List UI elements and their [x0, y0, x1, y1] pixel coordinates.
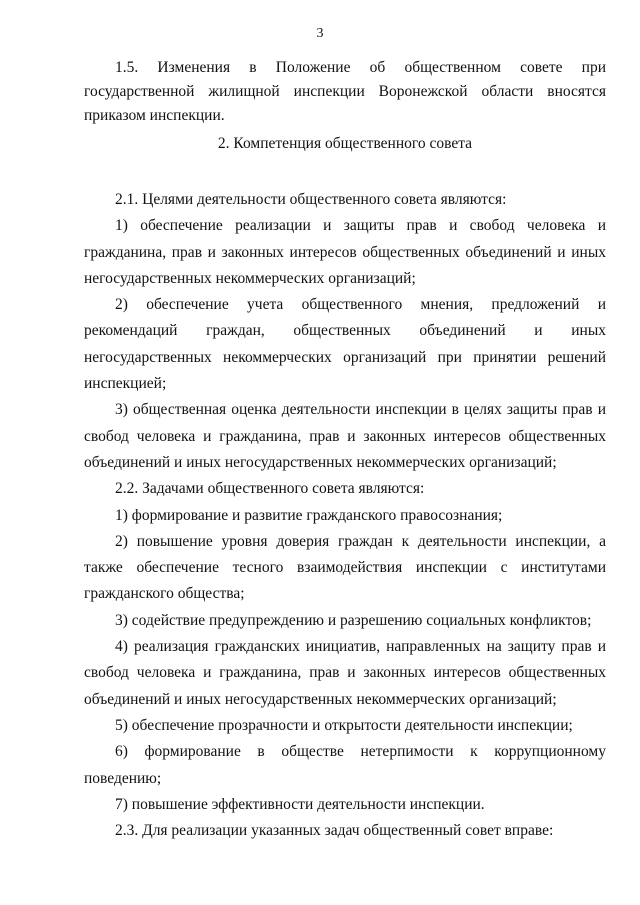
section-2-body [84, 187, 606, 844]
paragraph-2-2-item-4: 4) реализация гражданских инициатив, направленных на защиту прав и свобод человека и гражданина, прав и законных интересов общественных объединений и иных негосударственных некоммерческих организаций; [84, 638, 606, 708]
paragraph-2-2-item-7: 7) повышение эффективности деятельности инспекции. [115, 795, 485, 813]
section-heading-block [84, 132, 606, 156]
paragraph-2-3: 2.3. Для реализации указанных задач общественный совет вправе: [115, 822, 554, 840]
paragraph-2-2-item-3: 3) содействие предупреждению и разрешению социальных конфликтов; [115, 611, 592, 629]
intro-block [84, 56, 606, 128]
paragraph-2-1-item-3: 3) общественная оценка деятельности инспекции в целях защиты прав и свобод человека и гражданина, прав и законных интересов общественных объединений и иных негосударственных некоммерческих организаций; [84, 401, 606, 471]
paragraph-2-2-item-5: 5) обеспечение прозрачности и открытости деятельности инспекции; [115, 716, 573, 734]
paragraph-2-1-item-1: 1) обеспечение реализации и защиты прав и свобод человека и гражданина, прав и законных интересов общественных объединений и иных негосударственных некоммерческих организаций; [84, 217, 606, 287]
paragraph-2-2-item-1: 1) формирование и развитие гражданского правосознания; [115, 506, 503, 524]
paragraph-2-1-item-2: 2) обеспечение учета общественного мнения, предложений и рекомендаций граждан, общественных объединений и иных негосударственных некоммерческих организаций при принятии решений инспекцией; [84, 296, 606, 393]
paragraph-2-2-item-6: 6) формирование в обществе нетерпимости к коррупционному поведению; [84, 743, 606, 787]
page-number: 3 [316, 26, 324, 41]
section-heading: 2. Компетенция общественного совета [217, 135, 473, 152]
paragraph-1-5: 1.5. Изменения в Положение об общественном совете при государственной жилищной инспекции Воронежской области вносятся приказом инспекции. [84, 59, 606, 124]
paragraph-2-1: 2.1. Целями деятельности общественного совета являются: [115, 191, 507, 208]
paragraph-2-2-item-2: 2) повышение уровня доверия граждан к деятельности инспекции, а также обеспечение тесного взаимодействия инспекции с институтами гражданского общества; [84, 532, 606, 603]
paragraph-2-2: 2.2. Задачами общественного совета являются: [115, 480, 425, 498]
